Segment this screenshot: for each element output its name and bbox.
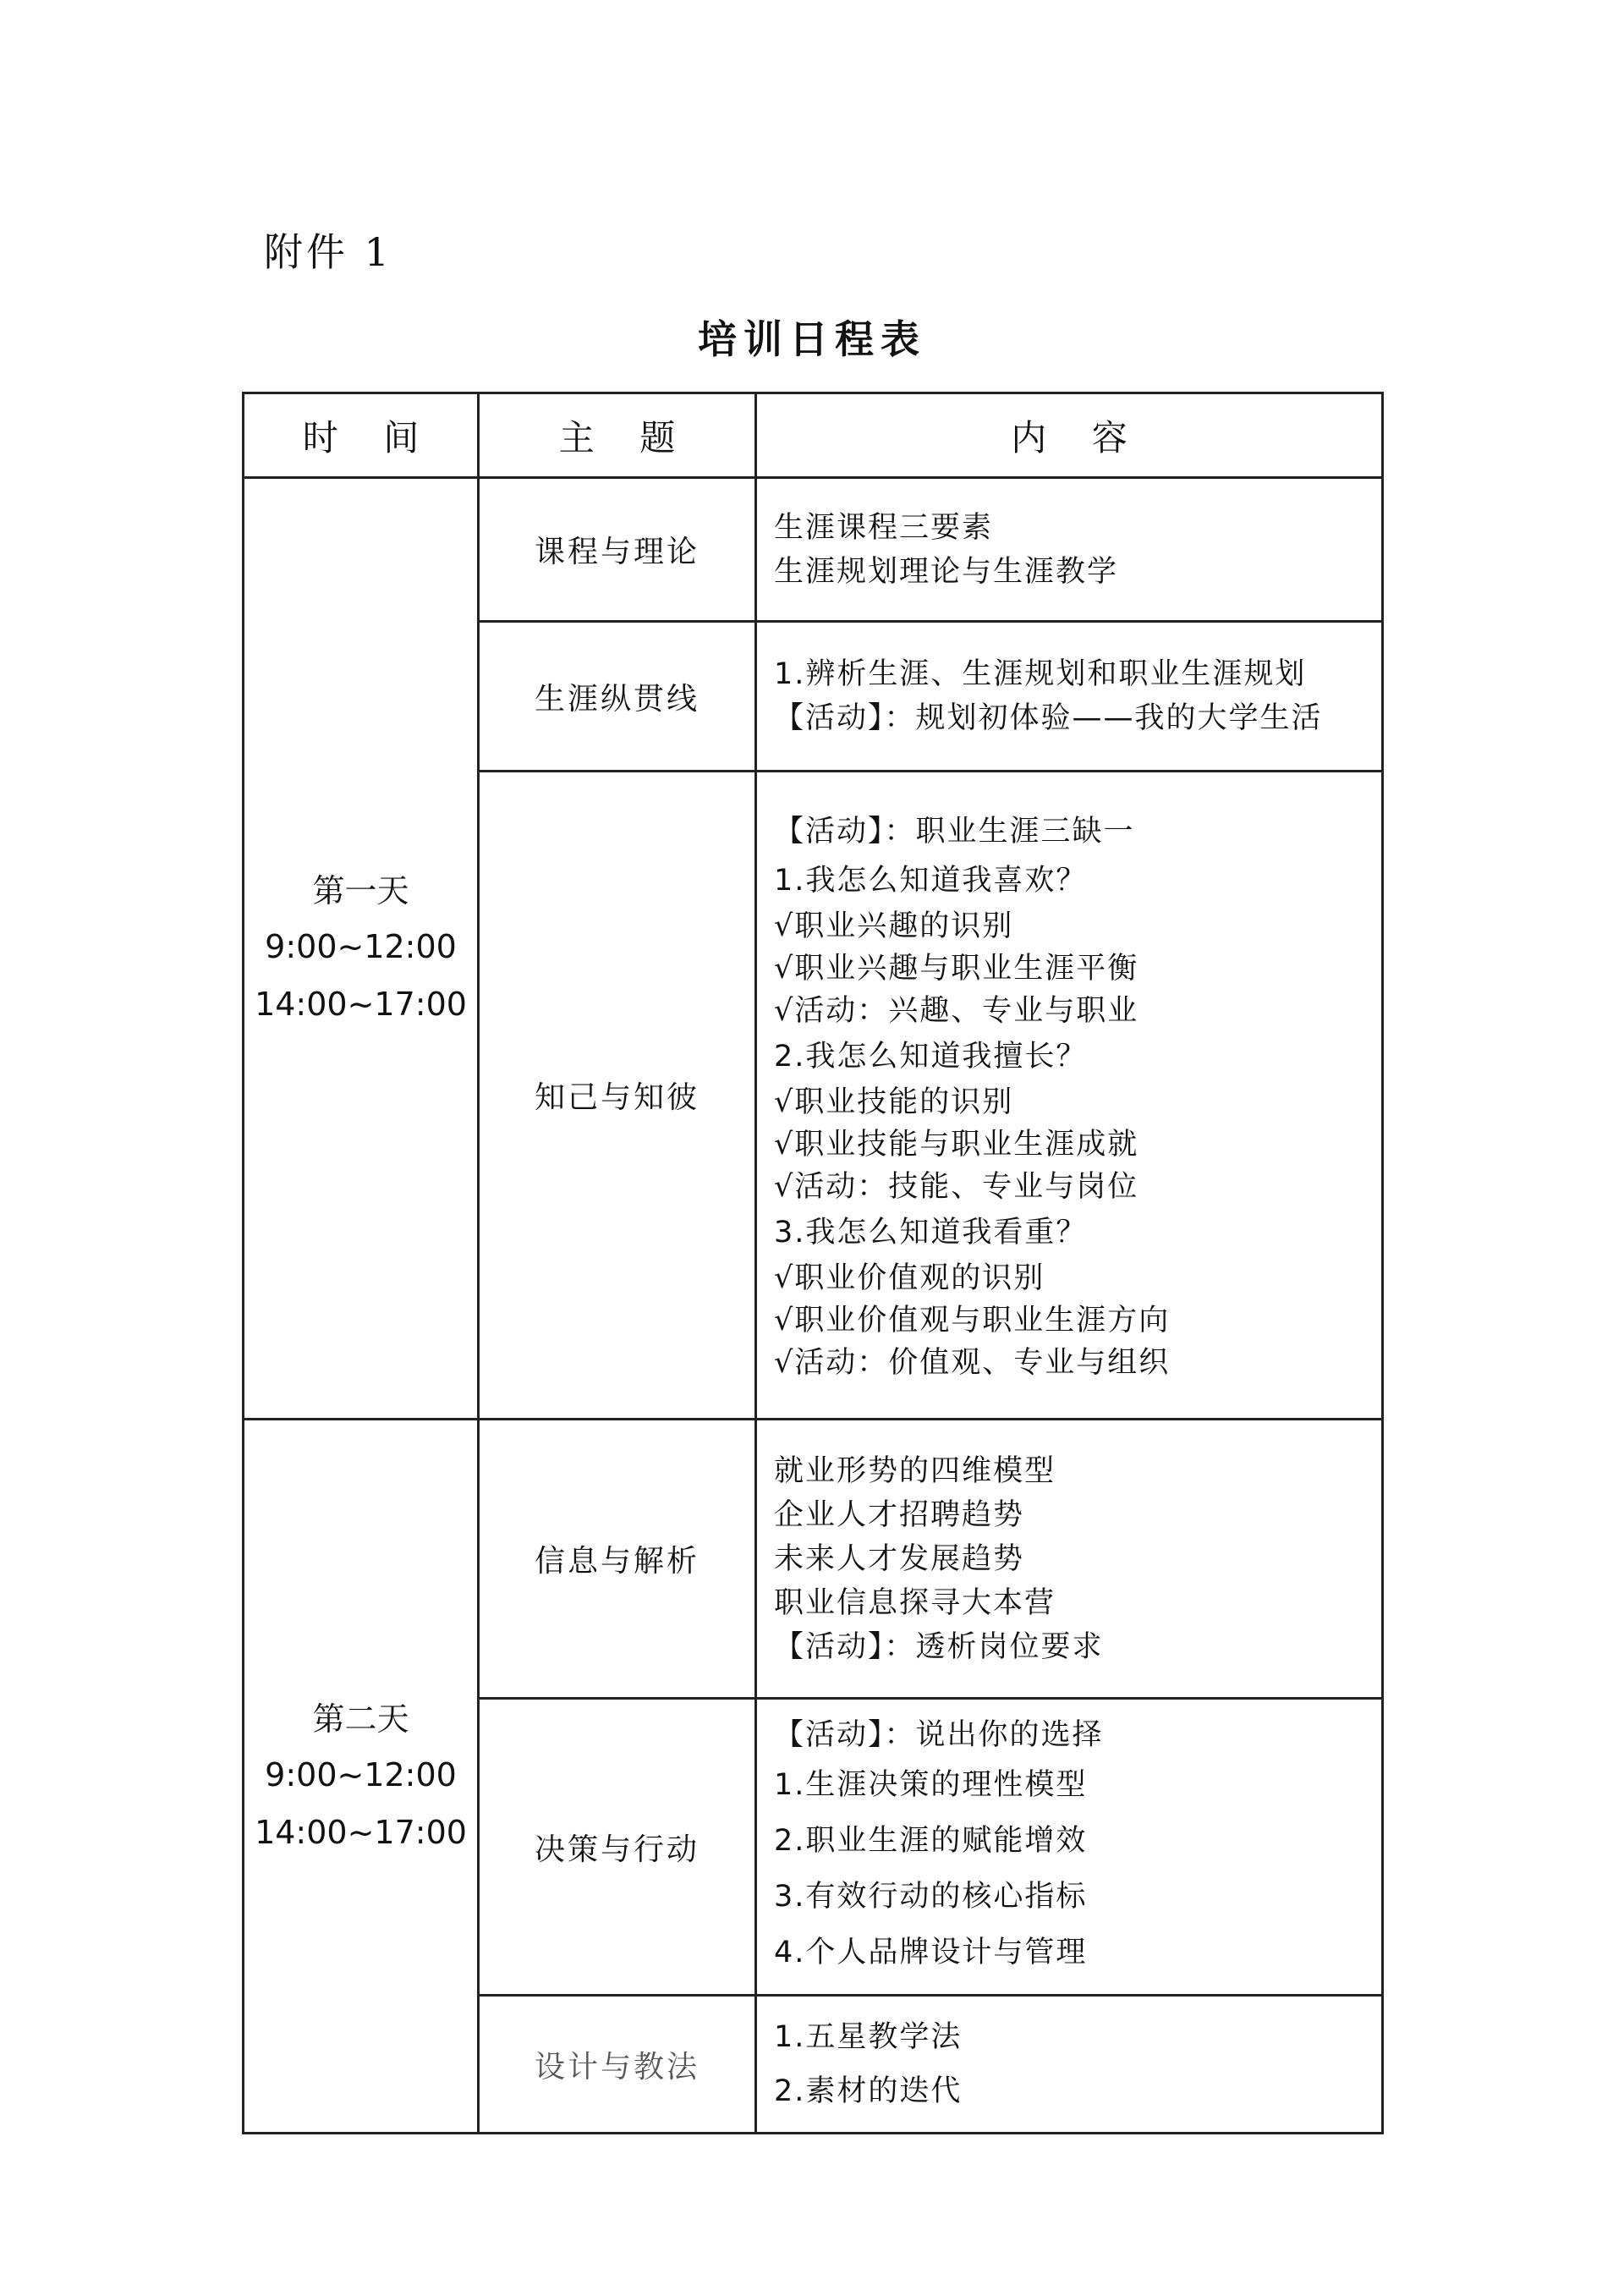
content-line: 【活动】：透析岗位要求 [774,1629,1104,1664]
table-row [244,478,1383,622]
content-line: 2.我怎么知道我擅长？ [774,1039,1088,1074]
content-cell [756,1420,1383,1699]
content-line: 1.我怎么知道我喜欢？ [774,863,1088,898]
content-line: 1.辨析生涯、生涯规划和职业生涯规划 [774,657,1307,691]
content-line: 未来人才发展趋势 [774,1541,1025,1576]
header-topic: 主 题 [479,393,756,478]
day2-label: 第二天 [312,1700,409,1738]
content-line: 3.我怎么知道我看重？ [774,1215,1088,1250]
content-cell [756,772,1383,1420]
content-line: √活动：技能、专业与岗位 [774,1169,1139,1204]
topic-cell: 设计与教法 [479,1996,756,2134]
content-line: 2.素材的迭代 [774,2074,963,2108]
day1-time-cell [244,478,479,1420]
content-line: 【活动】：职业生涯三缺一 [774,814,1135,849]
content-line: 企业人才招聘趋势 [774,1497,1025,1532]
content-line: √职业兴趣的识别 [774,909,1014,943]
content-line: 3.有效行动的核心指标 [774,1880,1088,1914]
content-line: √活动：兴趣、专业与职业 [774,993,1139,1028]
content-line: √职业技能与职业生涯成就 [774,1127,1139,1162]
content-line: √职业价值观的识别 [774,1261,1045,1295]
content-line: √职业技能的识别 [774,1085,1014,1119]
content-cell [756,1996,1383,2134]
content-line: 1.生涯决策的理性模型 [774,1768,1088,1802]
day1-morning: 9:00~12:00 [265,928,457,965]
day1-afternoon: 14:00~17:00 [255,986,467,1023]
header-time: 时 间 [244,393,479,478]
schedule-table [242,392,1384,2134]
content-line: √职业兴趣与职业生涯平衡 [774,951,1139,986]
topic-cell: 生涯纵贯线 [479,622,756,772]
header-content: 内 容 [756,393,1383,478]
content-line: 职业信息探寻大本营 [774,1585,1056,1620]
content-cell [756,622,1383,772]
table-row [244,1420,1383,1699]
day1-label: 第一天 [312,872,409,909]
content-line: 生涯规划理论与生涯教学 [774,554,1119,589]
topic-cell: 课程与理论 [479,478,756,622]
content-line: 1.五星教学法 [774,2020,963,2054]
content-cell [756,478,1383,622]
attachment-label: 附件 1 [264,229,392,275]
content-line: 【活动】：规划初体验——我的大学生活 [774,701,1323,735]
content-line: 生涯课程三要素 [774,510,994,545]
document-title: 培训日程表 [698,316,926,362]
day2-morning: 9:00~12:00 [265,1755,457,1793]
content-line: √职业价值观与职业生涯方向 [774,1303,1171,1338]
content-line: 2.职业生涯的赋能增效 [774,1824,1088,1858]
content-cell [756,1699,1383,1996]
header-row [244,393,1383,478]
content-line: 就业形势的四维模型 [774,1453,1056,1488]
content-line: 【活动】：说出你的选择 [774,1718,1104,1752]
topic-cell: 信息与解析 [479,1420,756,1699]
day2-time-cell [244,1420,479,2134]
content-line: 4.个人品牌设计与管理 [774,1936,1088,1969]
content-line: √活动：价值观、专业与组织 [774,1345,1171,1380]
day2-afternoon: 14:00~17:00 [255,1813,467,1851]
topic-cell: 知己与知彼 [479,772,756,1420]
topic-cell: 决策与行动 [479,1699,756,1996]
